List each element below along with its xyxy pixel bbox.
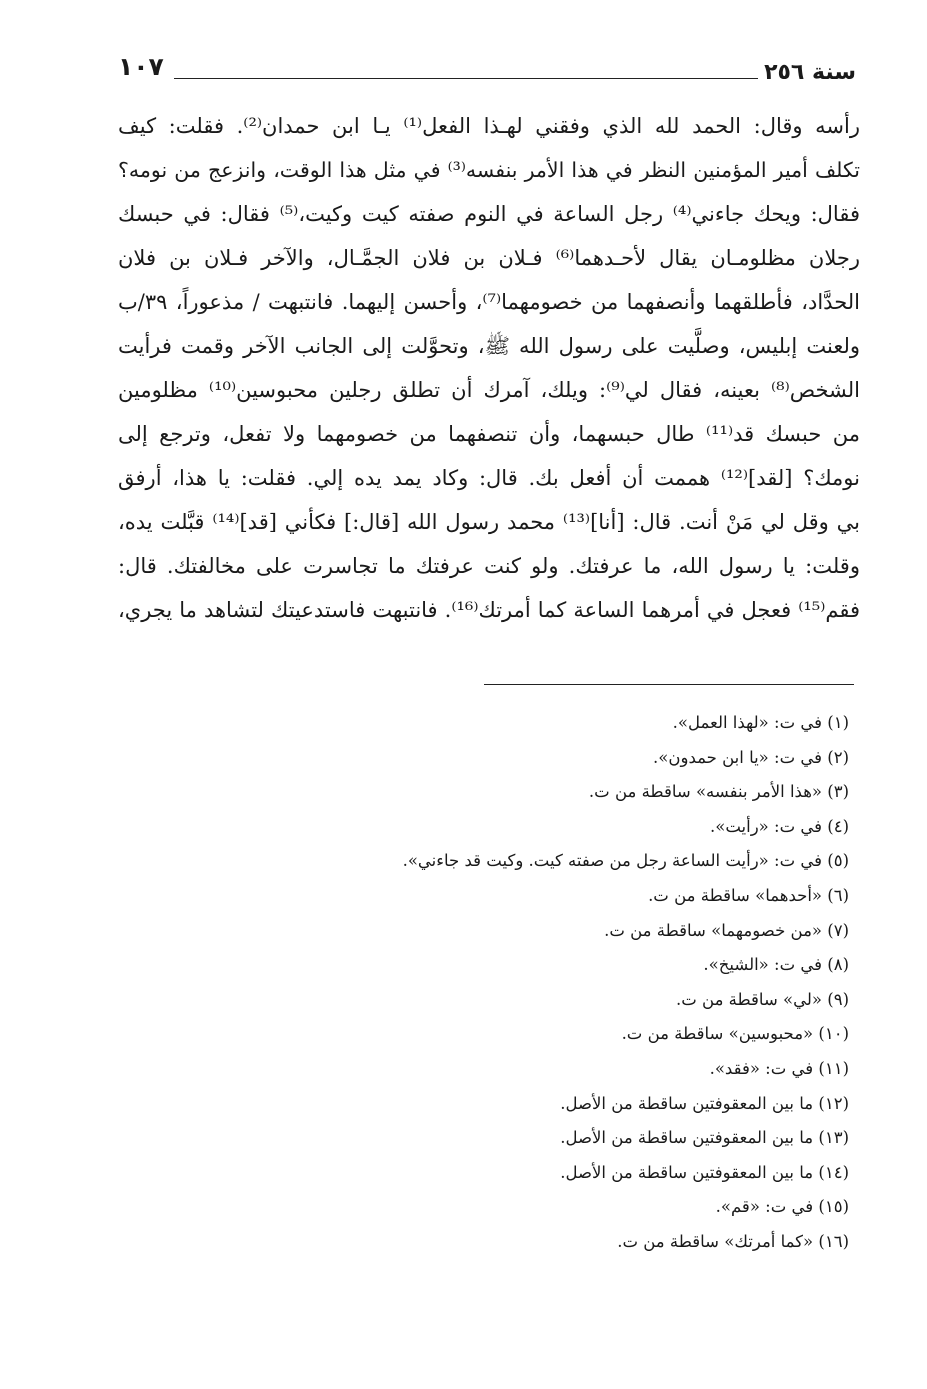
header-rule: [174, 78, 758, 79]
footnote: (٩) «لي» ساقطة من ت.: [676, 989, 849, 1009]
footnote: (٥) في ت: «رأيت الساعة رجل من صفته كيت. وكيت قد جاءني».: [402, 851, 849, 871]
footnote: (٧) «من خصومهما» ساقطة من ت.: [604, 920, 849, 940]
footnote: (١٠) «محبوسين» ساقطة من ت.: [621, 1024, 849, 1044]
text-line: الحدَّاد، فأطلقهما وأنصفهما من خصومهما⁽⁷⁾، وأحسن إليهما. فانتبهت / مذعوراً، ٣٩/ب: [118, 290, 860, 314]
footnote: (١٦) «كما أمرتك» ساقطة من ت.: [617, 1231, 849, 1251]
footnote: (١٣) ما بين المعقوفتين ساقطة من الأصل.: [560, 1128, 849, 1148]
text-line: من حبسك قد⁽¹¹⁾ طال حبسهما، وأن تنصفهما من خصومهما ولا تفعل، وترجع إلى: [118, 422, 860, 446]
text-line: بي وقل لي مَنْ أنت. قال: [أنا]⁽¹³⁾ محمد رسول الله [قال:] فكأني [قد]⁽¹⁴⁾ قبَّلت يده،: [118, 510, 860, 534]
running-header: [118, 52, 856, 92]
footnote: (٣) «هذا الأمر بنفسه» ساقطة من ت.: [588, 782, 849, 802]
text-line: وقلت: يا رسول الله، ما عرفتك. ولو كنت عرفتك ما تجاسرت على مخالفتك. قال:: [118, 554, 860, 578]
text-line: فقم⁽¹⁵⁾ فعجل في أمرهما الساعة كما أمرتك⁽¹⁶⁾. فانتبهت فاستدعيتك لتشاهد ما يجري،: [118, 598, 860, 622]
footnote: (١٤) ما بين المعقوفتين ساقطة من الأصل.: [560, 1162, 849, 1182]
footnote: (١٥) في ت: «قم».: [715, 1197, 849, 1217]
text-line: رأسه وقال: الحمد لله الذي وفقني لهـذا الفعل⁽¹⁾ يـا ابن حمدان⁽²⁾. فقلت: كيف: [118, 114, 860, 138]
text-line: رجلان مظلومـان يقال لأحـدهما⁽⁶⁾ فـلان بن فلان الجمَّـال، والآخر فـلان بن فلان: [118, 246, 860, 270]
footnote: (٨) في ت: «الشيخ».: [703, 955, 849, 975]
year-label: سنة ٢٥٦: [764, 60, 856, 85]
footnote: (١٢) ما بين المعقوفتين ساقطة من الأصل.: [560, 1093, 849, 1113]
text-line: تكلف أمير المؤمنين النظر في هذا الأمر بنفسه⁽³⁾ في مثل هذا الوقت، وانزعج من نومه؟: [118, 158, 860, 182]
text-line: فقال: ويحك جاءني⁽⁴⁾ رجل الساعة في النوم صفته كيت وكيت،⁽⁵⁾ فقال: في حبسك: [118, 202, 860, 226]
text-line: نومك؟ [لقد]⁽¹²⁾ هممت أن أفعل بك. قال: وكاد يمد يده إلي. فقلت: يا هذا، أرفق: [118, 466, 860, 490]
footnote-separator: [484, 684, 854, 685]
footnote: (١) في ت: «لهذا العمل».: [672, 713, 849, 732]
text-line: الشخص⁽⁸⁾ بعينه، فقال لي⁽⁹⁾: ويلك، آمرك أن تطلق رجلين محبوسين⁽¹⁰⁾ مظلومين: [118, 378, 860, 402]
page-number: ١٠٧: [118, 52, 164, 81]
footnote: (٦) «أحدهما» ساقطة من ت.: [648, 885, 849, 905]
footnotes: [329, 706, 849, 1260]
footnote: (١١) في ت: «فقد».: [709, 1058, 849, 1078]
main-text: [118, 104, 860, 632]
footnote: (٤) في ت: «رأيت».: [710, 816, 849, 836]
footnote: (٢) في ت: «يا ابن حمدون».: [653, 747, 849, 767]
text-line: ولعنت إبليس، وصلَّيت على رسول الله ﷺ، وتحوَّلت إلى الجانب الآخر وقمت فرأيت: [118, 334, 860, 358]
